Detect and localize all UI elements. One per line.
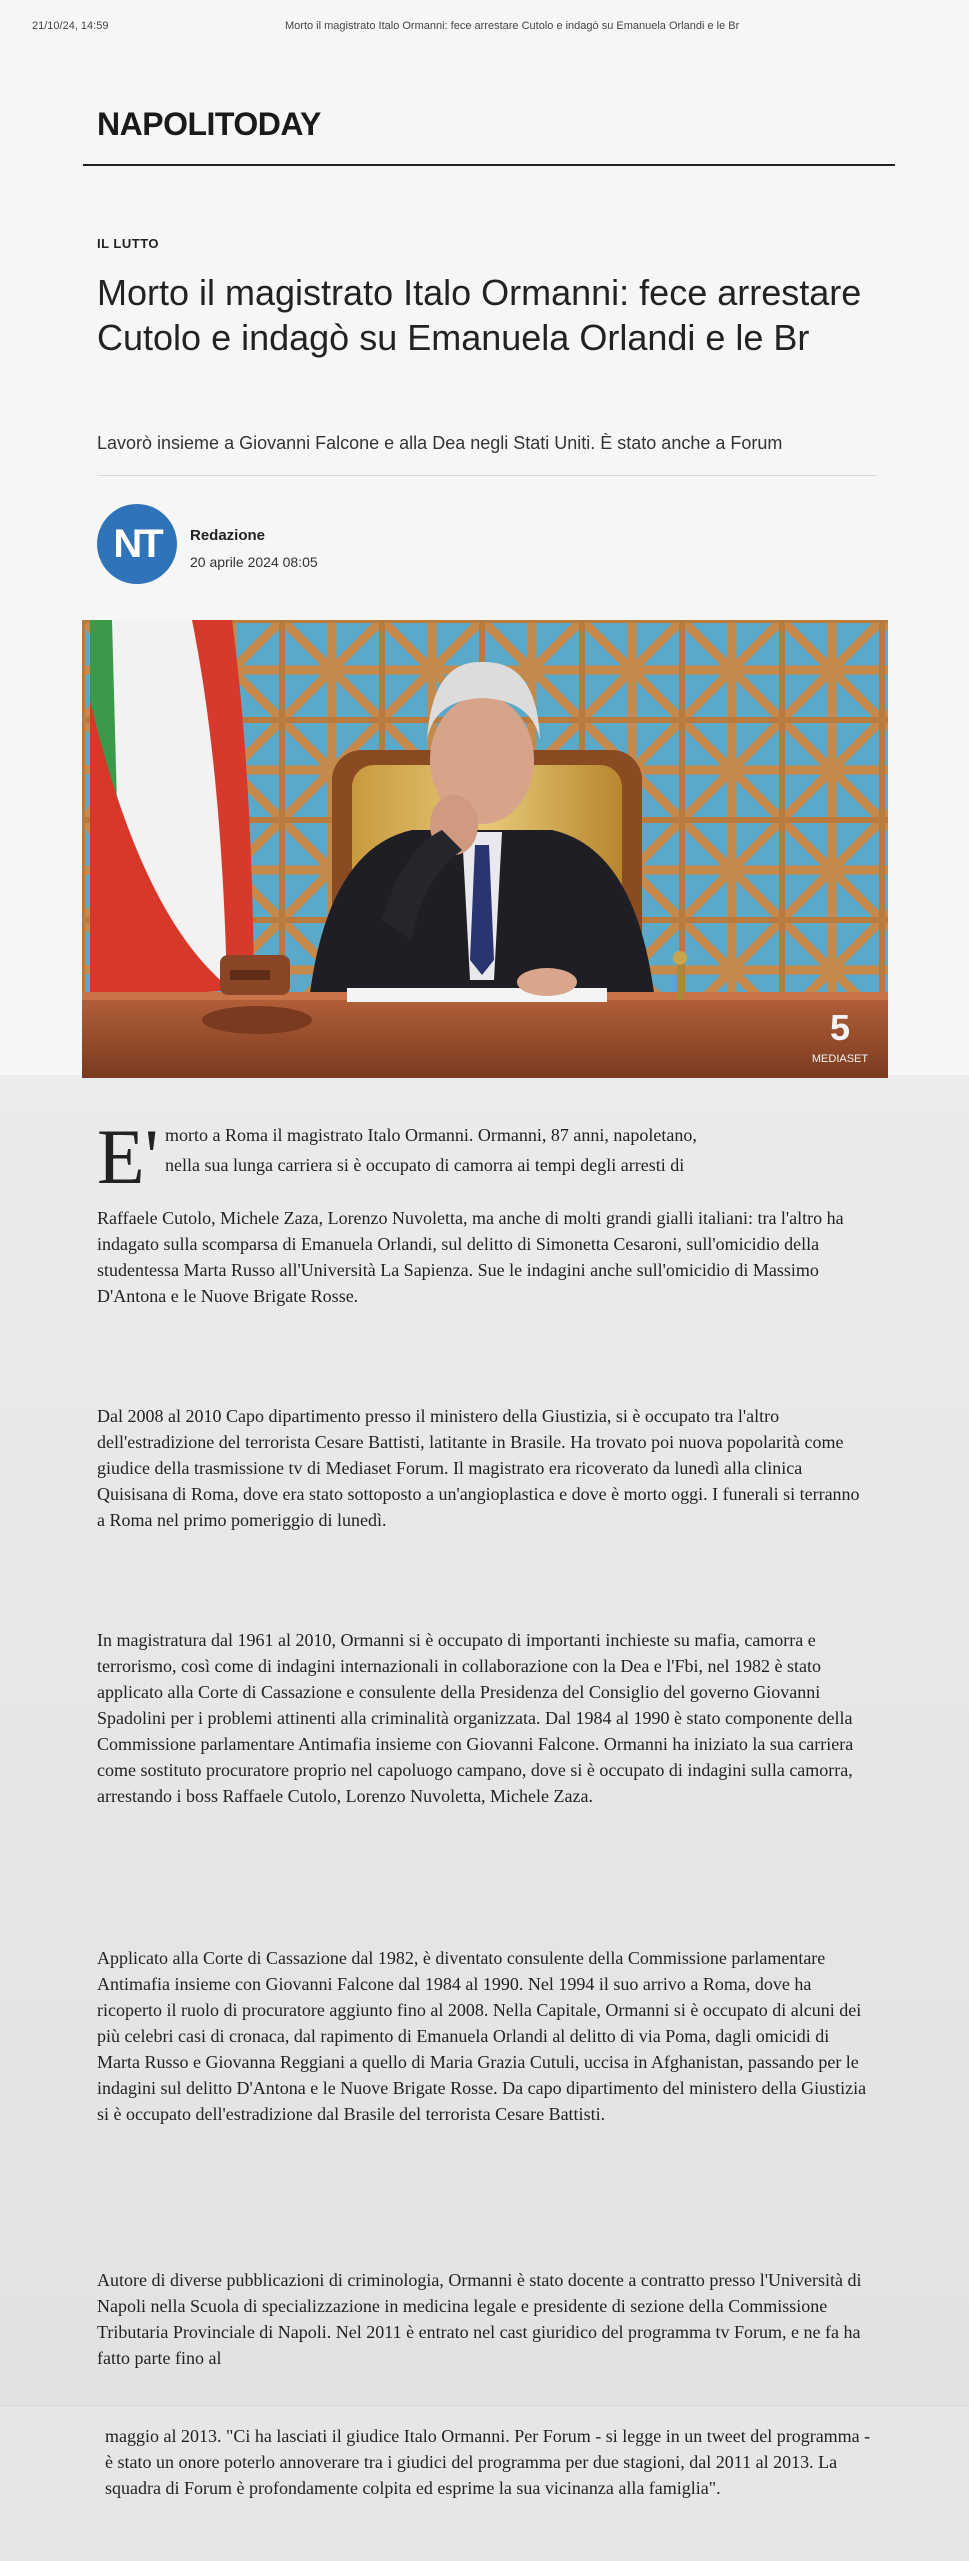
- subtitle-divider: [97, 475, 877, 476]
- article-paragraph-5: Autore di diverse pubblicazioni di criminologia, Ormanni è stato docente a contratto presso l'Università di Napoli nella Scuola di specializzazione in medicina legale e presidente di sezione della Commissione Tributaria Provinciale di Napoli. Nel 2011 è entrato nel cast giuridico del programma tv Forum, e ne fa ha fatto parte fino al: [97, 2270, 862, 2368]
- article-title: Morto il magistrato Italo Ormanni: fece arrestare Cutolo e indagò su Emanuela Orlandi e le Br: [97, 272, 862, 358]
- article-kicker[interactable]: IL LUTTO: [97, 236, 160, 251]
- article-paragraph-3: In magistratura dal 1961 al 2010, Ormanni si è occupato di importanti inchieste su mafia, camorra e terrorismo, così come di indagini internazionali in collaborazione con la Dea e l'Fbi, nel 1982 è stato applicato alla Corte di Cassazione e consulente della Presidenza del Consiglio del governo Giovanni Spadolini per i problemi attinenti alla criminalità organizzata. Dal 1984 al 1990 è stato componente della Commissione parlamentare Antimafia insieme con Giovanni Falcone. Ormanni ha iniziato la sua carriera come sostituto procuratore proprio nel capoluogo campano, dove si è occupato di indagini sulla camorra, arrestando i boss Raffaele Cutolo, Lorenzo Nuvoletta, Michele Zaza.: [97, 1630, 854, 1806]
- article-paragraph-4: Applicato alla Corte di Cassazione dal 1982, è diventato consulente della Commissione parlamentare Antimafia insieme con Giovanni Falcone dal 1984 al 1990. Nel 1994 il suo arrivo a Roma, dove ha ricoperto il ruolo di procuratore aggiunto fino al 2008. Nella Capitale, Ormanni si è occupato di alcuni dei più celebri casi di cronaca, dal rapimento di Emanuela Orlandi al delitto di via Poma, dagli omicidi di Marta Russo e Giovanna Reggiani a quello di Maria Grazia Cutuli, uccisa in Afghanistan, passando per le indagini sul delitto D'Antona e le Nuove Brigate Rosse. Da capo dipartimento del ministero della Giustizia si è occupato dell'estradizione dal Brasile del terrorista Cesare Battisti.: [97, 1948, 867, 2124]
- print-header: [0, 20, 969, 40]
- article-paragraph-1: Raffaele Cutolo, Michele Zaza, Lorenzo Nuvoletta, ma anche di molti grandi gialli italiani: tra l'altro ha indagato sulla scomparsa di Emanuela Orlandi, sul delitto di Simonetta Cesaroni, sull'omicidio della studentessa Marta Russo all'Università La Sapienza. Sue le indagini anche sull'omicidio di Massimo D'Antona e le Nuove Brigate Rosse.: [97, 1208, 844, 1306]
- site-logo[interactable]: NAPOLITODAY: [97, 106, 321, 142]
- article-paragraph-2: Dal 2008 al 2010 Capo dipartimento presso il ministero della Giustizia, si è occupato tra l'altro dell'estradizione del terrorista Cesare Battisti, latitante in Brasile. Ha trovato poi nuova popolarità come giudice della trasmissione tv di Mediaset Forum. Il magistrato era ricoverato da lunedì alla clinica Quisisana di Roma, dove era stato sottoposto a un'angioplastica e dove è morto oggi. I funerali si terranno a Roma nel primo pomeriggio di lunedì.: [97, 1406, 860, 1530]
- author-name[interactable]: Redazione: [190, 527, 266, 544]
- print-timestamp: 21/10/24, 14:59: [32, 20, 109, 32]
- publish-date: 20 aprile 2024 08:05: [190, 554, 318, 570]
- svg-text:5: 5: [829, 1007, 851, 1048]
- lead-line-1: morto a Roma il magistrato Italo Ormanni. Ormanni, 87 anni, napoletano,: [165, 1125, 697, 1145]
- article-paragraph-6: maggio al 2013. "Ci ha lasciati il giudice Italo Ormanni. Per Forum - si legge in un tweet del programma - è stato un onore poterlo annoverare tra i giudici del programma per due stagioni, dal 2011 al 2013. La squadra di Forum è profondamente colpita ed esprime la sua vicinanza alla famiglia".: [105, 2426, 871, 2498]
- author-avatar[interactable]: NT: [97, 504, 177, 584]
- print-page-title: Morto il magistrato Italo Ormanni: fece arrestare Cutolo e indagò su Emanuela Orlandi e le Br: [285, 20, 740, 32]
- article-photo: [82, 620, 888, 1078]
- article-subtitle: Lavorò insieme a Giovanni Falcone e alla Dea negli Stati Uniti. È stato anche a Forum: [97, 433, 783, 453]
- image-watermark: MEDIASET: [811, 1053, 869, 1065]
- lead-line-2: nella sua lunga carriera si è occupato di camorra ai tempi degli arresti di: [165, 1155, 685, 1175]
- header-divider: [83, 164, 895, 166]
- drop-cap: E': [97, 1113, 159, 1200]
